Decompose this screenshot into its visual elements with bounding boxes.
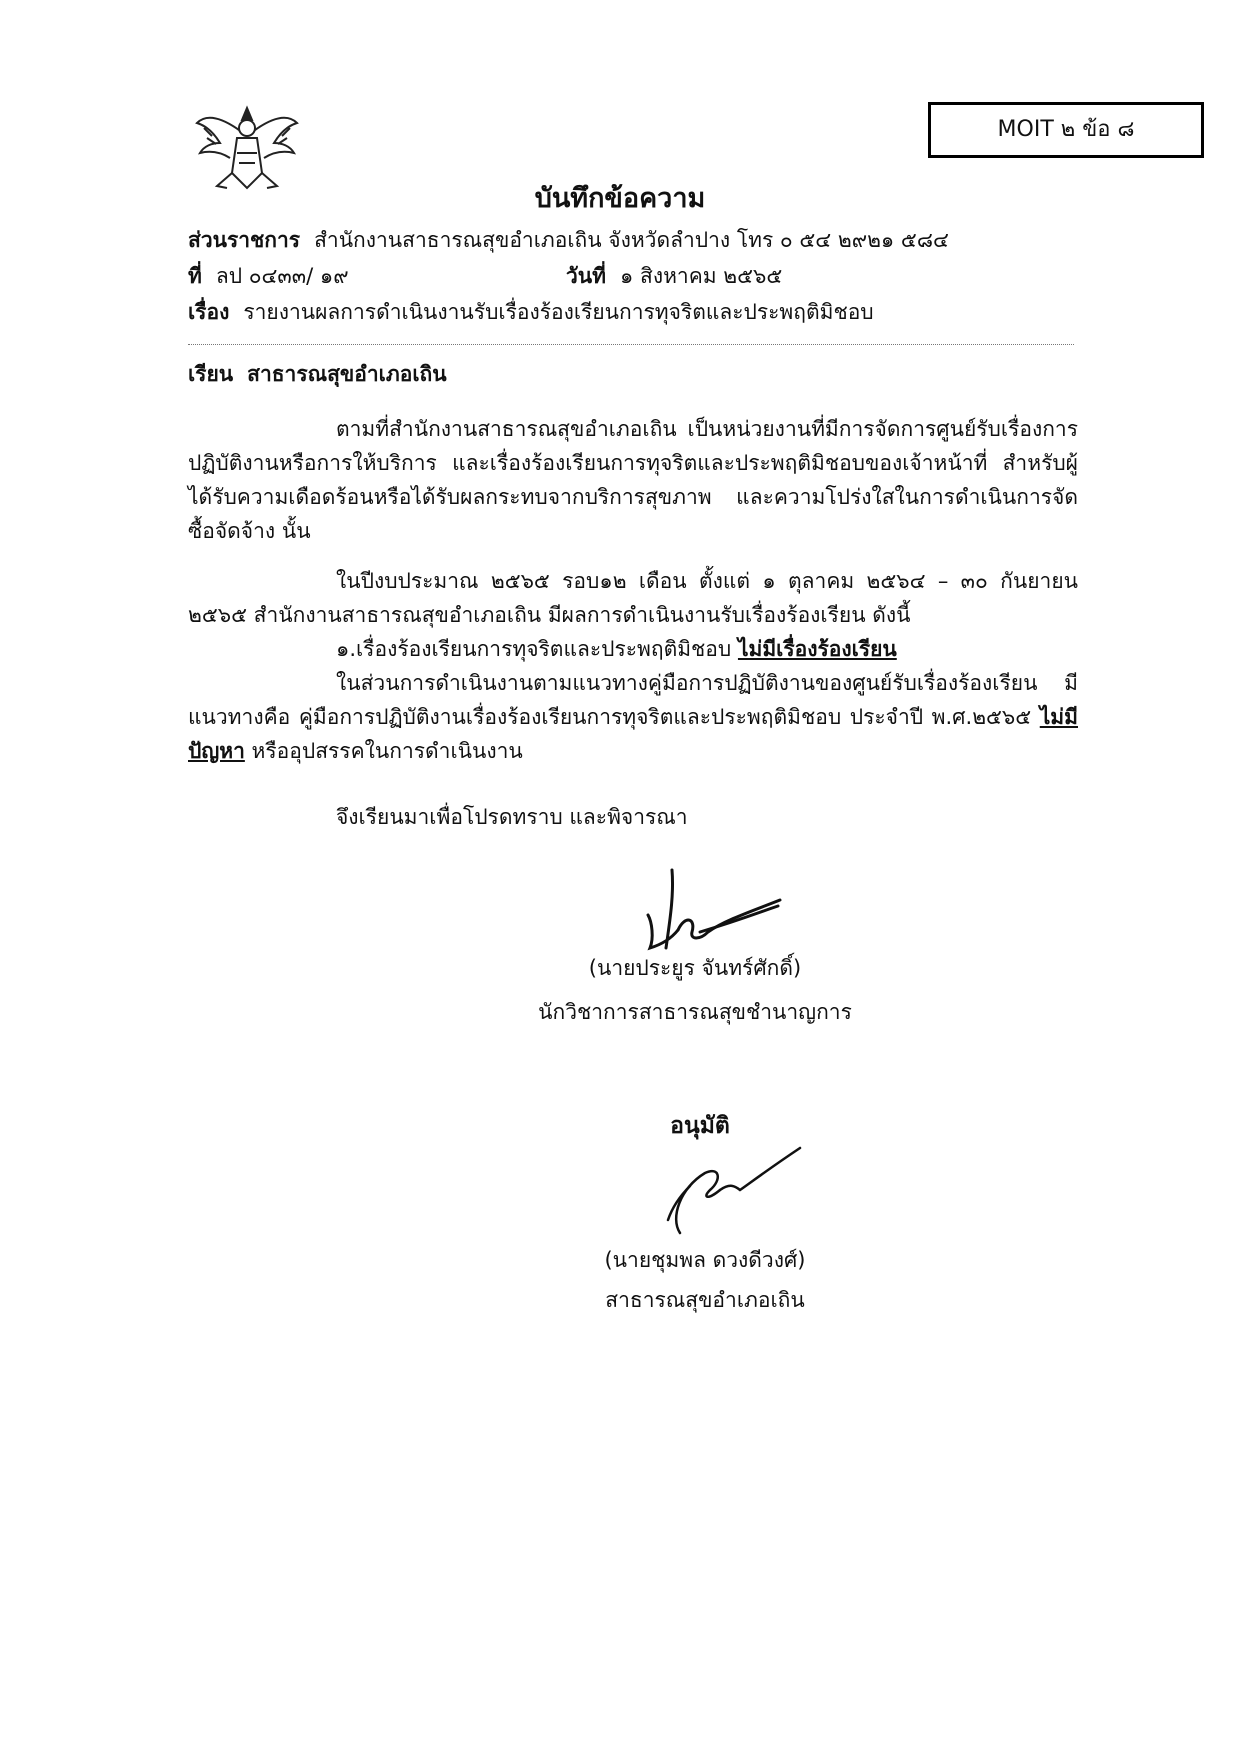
page-title: บันทึกข้อความ (534, 183, 706, 214)
department-value: สำนักงานสาธารณสุขอำเภอเถิน จังหวัดลำปาง โทร ๐ ๕๔ ๒๙๒๑ ๕๘๔ (314, 228, 949, 252)
subject-label: เรื่อง (188, 300, 230, 324)
header-divider (188, 344, 1074, 345)
signer-1-name: (นายประยูร จันทร์ศักดิ์) (588, 956, 802, 980)
document-code: MOIT ๒ ข้อ ๘ (997, 117, 1135, 142)
para-3-emphasis: ไม่มีปัญหา (188, 705, 1078, 763)
para-3-text: ในส่วนการดำเนินงานตามแนวทางคู่มือการปฏิบัติงานของศูนย์รับเรื่องร้องเรียน มีแนวทางคือ คู่มือการปฏิบัติงานเรื่องร้องเรียนการทุจริตและประพฤติมิชอบ ประจำปี พ.ศ.๒๕๖๕ (188, 671, 1078, 729)
signature-2-icon (650, 1128, 810, 1238)
subject-line (188, 296, 874, 329)
body-paragraph-2: ในปีงบประมาณ ๒๕๖๕ รอบ๑๒ เดือน ตั้งแต่ ๑ ตุลาคม ๒๕๖๔ – ๓๐ กันยายน ๒๕๖๕ สำนักงานสาธารณสุขอำเภอเถิน มีผลการดำเนินงานรับเรื่องร้องเรียน ดังนี้ (188, 569, 1078, 627)
date-value: ๑ สิงหาคม ๒๕๖๕ (620, 264, 783, 288)
signature-1-icon (630, 860, 790, 955)
para-3-tail: หรืออุปสรรคในการดำเนินงาน (244, 739, 523, 763)
body-item-1 (188, 632, 1078, 666)
department-line (188, 224, 949, 257)
body-paragraph-3 (188, 666, 1078, 768)
signer-1-position: นักวิชาการสาธารณสุขชำนาญการ (538, 1000, 852, 1024)
salutation-label: เรียน (188, 362, 234, 386)
body-paragraph-1: ตามที่สำนักงานสาธารณสุขอำเภอเถิน เป็นหน่วยงานที่มีการจัดการศูนย์รับเรื่องการปฏิบัติงานหรือการให้บริการ และเรื่องร้องเรียนการทุจริตและประพฤติมิชอบของเจ้าหน้าที่ สำหรับผู้ได้รับความเดือดร้อนหรือได้รับผลกระทบจากบริการสุขภาพ และความโปร่งใสในการดำเนินการจัดซื้อจัดจ้าง นั้น (188, 417, 1078, 543)
closing-line: จึงเรียนมาเพื่อโปรดทราบ และพิจารณา (336, 805, 688, 829)
department-label: ส่วนราชการ (188, 228, 301, 252)
item-1-text: ๑.เรื่องร้องเรียนการทุจริตและประพฤติมิชอบ (336, 637, 738, 661)
approval-label: อนุมัติ (670, 1113, 730, 1139)
reference-line (188, 260, 349, 293)
date-label: วันที่ (566, 264, 606, 288)
date-line (566, 260, 782, 293)
subject-value: รายงานผลการดำเนินงานรับเรื่องร้องเรียนการทุจริตและประพฤติมิชอบ (243, 300, 874, 324)
salutation (188, 358, 447, 391)
document-code-box (928, 102, 1204, 158)
reference-label: ที่ (188, 264, 202, 288)
approver-name: (นายชุมพล ดวงดีวงศ์) (604, 1248, 806, 1272)
approver-position: สาธารณสุขอำเภอเถิน (605, 1288, 805, 1312)
reference-value: ลป ๐๔๓๓/ ๑๙ (215, 264, 349, 288)
salutation-value: สาธารณสุขอำเภอเถิน (247, 362, 447, 386)
item-1-emphasis: ไม่มีเรื่องร้องเรียน (737, 637, 897, 661)
